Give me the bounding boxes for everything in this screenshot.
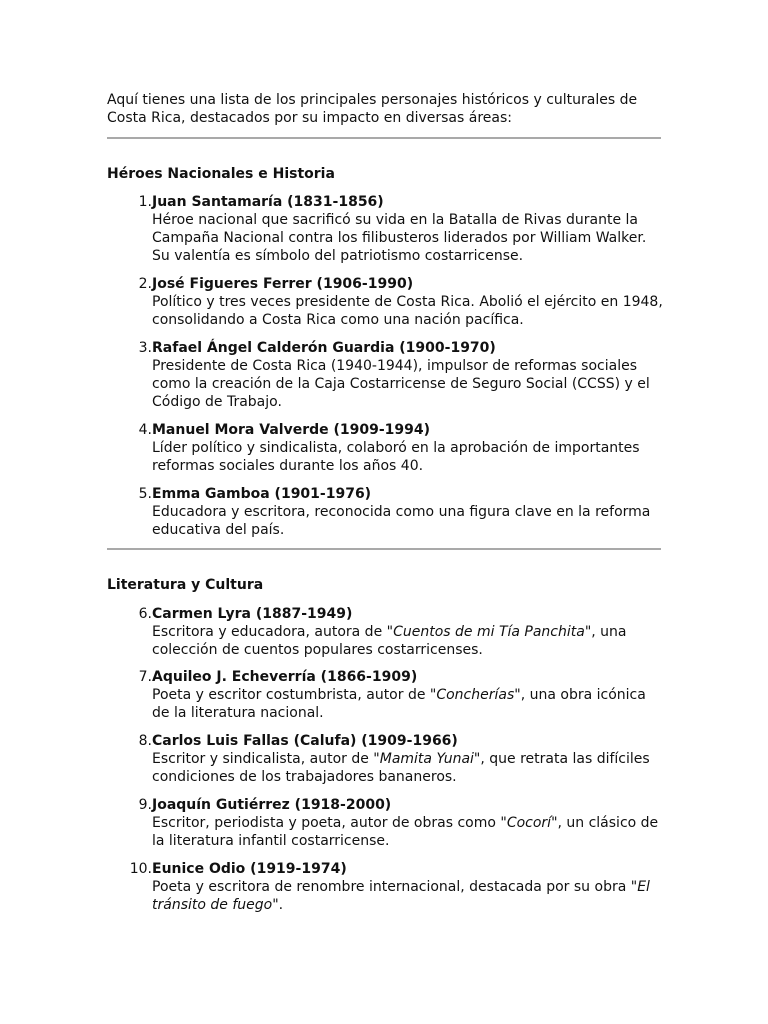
work-title: El tránsito de fuego <box>152 879 650 913</box>
item-name: Aquileo J. Echeverría (1866-1909) <box>152 669 418 685</box>
item-description <box>152 686 667 722</box>
list-item <box>107 421 667 475</box>
section-heading-history: Héroes Nacionales e Historia <box>107 166 335 182</box>
item-description <box>152 750 667 786</box>
item-number: 9. <box>138 797 152 813</box>
item-description: Político y tres veces presidente de Costa Rica. Abolió el ejército en 1948, consolidando a Costa Rica como una nación pacífica. <box>152 294 663 328</box>
work-title: Cuentos de mi Tía Panchita <box>393 624 585 640</box>
list-item <box>107 605 667 659</box>
description-text: Escritor y sindicalista, autor de " <box>152 751 380 767</box>
list-item <box>107 796 667 850</box>
item-number: 7. <box>138 669 152 685</box>
description-text: ", un clásico de la literatura infantil costarricense. <box>152 815 659 849</box>
item-name: Joaquín Gutiérrez (1918-2000) <box>152 797 392 813</box>
item-description <box>152 623 667 659</box>
work-title: Mamita Yunai <box>379 751 474 767</box>
item-number: 6. <box>138 606 152 622</box>
description-text: ". <box>272 897 284 913</box>
description-text: Poeta y escritora de renombre internacional, destacada por su obra " <box>152 879 638 895</box>
horizontal-rule <box>107 548 661 550</box>
description-text: ", una colección de cuentos populares costarricenses. <box>152 624 627 658</box>
list-item <box>107 275 667 329</box>
item-description: Líder político y sindicalista, colaboró en la aprobación de importantes reformas sociales durante los años 40. <box>152 440 640 474</box>
description-text: Escritora y educadora, autora de " <box>152 624 394 640</box>
item-number: 4. <box>138 422 152 438</box>
item-name: Manuel Mora Valverde (1909-1994) <box>152 422 431 438</box>
item-number: 1. <box>138 194 152 210</box>
item-name: Emma Gamboa (1901-1976) <box>152 486 372 502</box>
horizontal-rule <box>107 137 661 139</box>
work-title: Concherías <box>436 687 515 703</box>
item-number: 10. <box>129 861 152 877</box>
item-number: 8. <box>138 733 152 749</box>
list-item <box>107 860 667 914</box>
item-name: Carmen Lyra (1887-1949) <box>152 606 353 622</box>
list-item <box>107 193 667 265</box>
item-name: Eunice Odio (1919-1974) <box>152 861 347 877</box>
list-item <box>107 668 667 722</box>
description-text: ", una obra icónica de la literatura nacional. <box>152 687 646 721</box>
item-description <box>152 878 667 914</box>
item-description <box>152 814 667 850</box>
section-heading-literature: Literatura y Cultura <box>107 577 264 593</box>
list-item <box>107 339 667 411</box>
item-number: 5. <box>138 486 152 502</box>
description-text: Escritor, periodista y poeta, autor de obras como " <box>152 815 507 831</box>
item-description: Héroe nacional que sacrificó su vida en la Batalla de Rivas durante la Campaña Nacional contra los filibusteros liderados por William Walker. Su valentía es símbolo del patriotismo costarricense. <box>152 212 647 264</box>
item-number: 2. <box>138 276 152 292</box>
item-description: Educadora y escritora, reconocida como una figura clave en la reforma educativa del país. <box>152 504 651 538</box>
description-text: ", que retrata las difíciles condiciones de los trabajadores bananeros. <box>152 751 650 785</box>
work-title: Cocorí <box>506 815 552 831</box>
item-name: José Figueres Ferrer (1906-1990) <box>152 276 414 292</box>
list-item <box>107 732 667 786</box>
item-description: Presidente de Costa Rica (1940-1944), impulsor de reformas sociales como la creación de la Caja Costarricense de Seguro Social (CCSS) y el Código de Trabajo. <box>152 358 650 410</box>
item-number: 3. <box>138 340 152 356</box>
list-item <box>107 485 667 539</box>
item-name: Carlos Luis Fallas (Calufa) (1909-1966) <box>152 733 458 749</box>
intro-paragraph: Aquí tienes una lista de los principales personajes históricos y culturales de Costa Rica, destacados por su impacto en diversas áreas: <box>107 92 638 126</box>
description-text: Poeta y escritor costumbrista, autor de " <box>152 687 437 703</box>
item-name: Rafael Ángel Calderón Guardia (1900-1970) <box>152 340 496 356</box>
item-name: Juan Santamaría (1831-1856) <box>152 194 384 210</box>
